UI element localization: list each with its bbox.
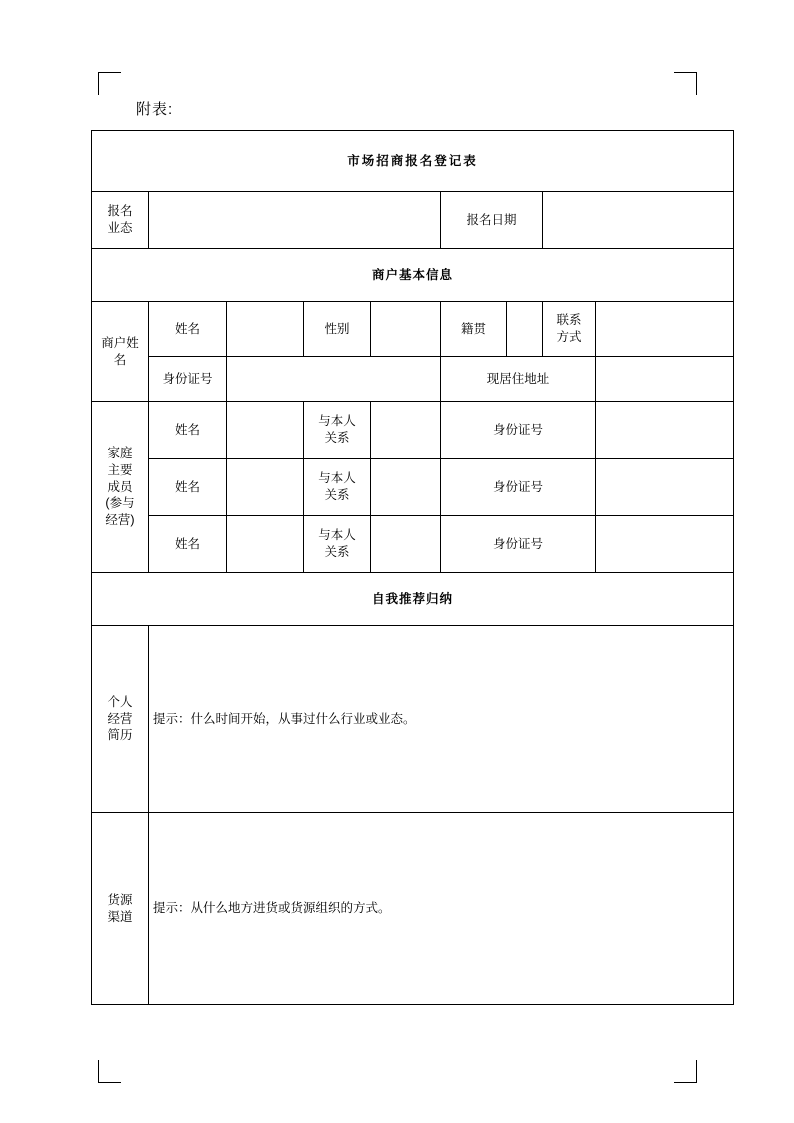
section-self-recommendation: 自我推荐归纳 <box>92 573 734 626</box>
registration-date-label: 报名日期 <box>441 192 543 249</box>
family-member-name-label: 姓名 <box>149 459 227 516</box>
registration-form-table <box>91 130 734 1005</box>
merchant-address-value[interactable] <box>596 357 734 402</box>
family-members-label <box>92 402 149 573</box>
supply-channel-label-line1: 货源 <box>107 892 133 907</box>
merchant-id-value[interactable] <box>227 357 441 402</box>
family-member-name-value[interactable] <box>227 459 304 516</box>
family-member-relation-label-line2: 关系 <box>324 545 350 559</box>
family-member-id-label: 身份证号 <box>441 402 596 459</box>
personal-experience-label-line1: 个人 <box>107 694 133 709</box>
merchant-row-label <box>92 302 149 402</box>
family-member-name-value[interactable] <box>227 516 304 573</box>
section-basic-info: 商户基本信息 <box>92 249 734 302</box>
supply-channel-label <box>92 813 149 1005</box>
family-members-label-line3: 成员 <box>107 479 133 494</box>
crop-mark-bottom-left <box>98 1060 121 1083</box>
merchant-name-label: 姓名 <box>149 302 227 357</box>
family-member-relation-value[interactable] <box>371 402 441 459</box>
merchant-row-label-line2: 名 <box>113 352 127 367</box>
business-type-label-line2: 业态 <box>107 221 133 235</box>
family-member-relation-label <box>304 459 371 516</box>
family-members-label-line5: 经营) <box>105 513 135 528</box>
family-member-name-label: 姓名 <box>149 516 227 573</box>
family-member-relation-label-line1: 与本人 <box>318 414 356 429</box>
family-member-relation-value[interactable] <box>371 516 441 573</box>
family-member-relation-label <box>304 402 371 459</box>
crop-mark-bottom-right <box>674 1060 697 1083</box>
business-type-label <box>92 192 149 249</box>
family-member-id-value[interactable] <box>596 516 734 573</box>
family-member-name-value[interactable] <box>227 402 304 459</box>
business-type-value[interactable] <box>149 192 441 249</box>
merchant-contact-label-line1: 联系 <box>556 313 582 328</box>
merchant-gender-label: 性别 <box>304 302 371 357</box>
personal-experience-hint: 提示：什么时间开始，从事过什么行业或业态。 <box>153 711 416 726</box>
merchant-id-label: 身份证号 <box>149 357 227 402</box>
supply-channel-hint: 提示：从什么地方进货或货源组织的方式。 <box>153 901 391 916</box>
family-member-relation-label-line2: 关系 <box>324 431 350 445</box>
family-member-id-value[interactable] <box>596 459 734 516</box>
family-member-relation-value[interactable] <box>371 459 441 516</box>
personal-experience-field[interactable] <box>149 626 734 813</box>
merchant-row-label-line1: 商户姓 <box>101 335 139 350</box>
merchant-gender-value[interactable] <box>371 302 441 357</box>
personal-experience-label-line3: 简历 <box>107 728 133 743</box>
family-member-name-label: 姓名 <box>149 402 227 459</box>
family-member-id-label: 身份证号 <box>441 516 596 573</box>
merchant-native-place-value[interactable] <box>507 302 543 357</box>
merchant-contact-label <box>543 302 596 357</box>
crop-mark-top-left <box>98 72 121 95</box>
form-title: 市场招商报名登记表 <box>92 131 734 192</box>
family-member-relation-label <box>304 516 371 573</box>
merchant-contact-value[interactable] <box>596 302 734 357</box>
merchant-address-label: 现居住地址 <box>441 357 596 402</box>
crop-mark-top-right <box>674 72 697 95</box>
supply-channel-field[interactable] <box>149 813 734 1005</box>
family-member-relation-label-line1: 与本人 <box>318 528 356 543</box>
merchant-native-place-label: 籍贯 <box>441 302 507 357</box>
personal-experience-label <box>92 626 149 813</box>
supply-channel-label-line2: 渠道 <box>107 909 133 924</box>
family-members-label-line1: 家庭 <box>107 445 133 460</box>
family-members-label-line2: 主要 <box>107 462 133 477</box>
family-member-id-value[interactable] <box>596 402 734 459</box>
registration-date-value[interactable] <box>543 192 734 249</box>
family-member-id-label: 身份证号 <box>441 459 596 516</box>
family-member-relation-label-line2: 关系 <box>324 488 350 502</box>
merchant-contact-label-line2: 方式 <box>556 330 582 344</box>
family-member-relation-label-line1: 与本人 <box>318 471 356 486</box>
attachment-label: 附表: <box>136 101 174 118</box>
personal-experience-label-line2: 经营 <box>107 711 133 726</box>
family-members-label-line4: (参与 <box>105 496 135 511</box>
business-type-label-line1: 报名 <box>107 204 133 219</box>
merchant-name-value[interactable] <box>227 302 304 357</box>
